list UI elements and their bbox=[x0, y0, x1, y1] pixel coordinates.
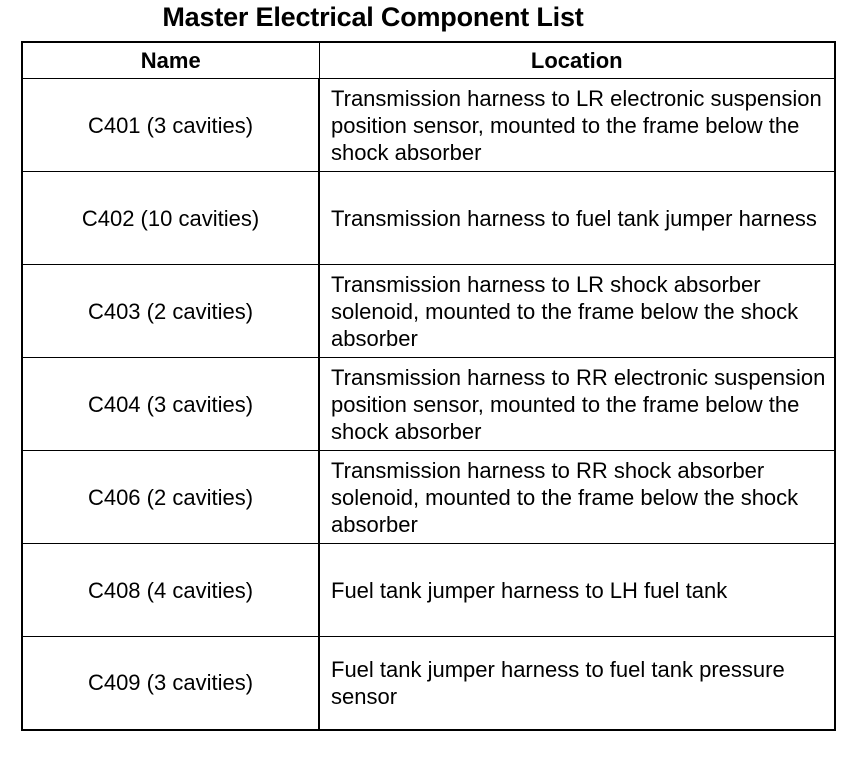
table-row bbox=[22, 544, 835, 637]
table-row bbox=[22, 637, 835, 730]
component-name-cell: C408 (4 cavities) bbox=[22, 544, 319, 637]
table-row bbox=[22, 358, 835, 451]
component-location-cell: Transmission harness to RR electronic suspension position sensor, mounted to the frame below the shock absorber bbox=[319, 358, 835, 451]
component-name-cell: C401 (3 cavities) bbox=[22, 79, 319, 172]
page-title: Master Electrical Component List bbox=[162, 2, 584, 32]
column-header-name: Name bbox=[22, 42, 319, 79]
table-row bbox=[22, 79, 835, 172]
component-location-cell: Transmission harness to RR shock absorber solenoid, mounted to the frame below the shock absorber bbox=[319, 451, 835, 544]
component-location-cell: Fuel tank jumper harness to fuel tank pressure sensor bbox=[319, 637, 835, 730]
table-header-row bbox=[22, 42, 835, 79]
component-location-cell: Transmission harness to LR shock absorber solenoid, mounted to the frame below the shock absorber bbox=[319, 265, 835, 358]
table-row bbox=[22, 172, 835, 265]
component-location-cell: Fuel tank jumper harness to LH fuel tank bbox=[319, 544, 835, 637]
component-name-cell: C409 (3 cavities) bbox=[22, 637, 319, 730]
component-name-cell: C402 (10 cavities) bbox=[22, 172, 319, 265]
component-name-cell: C403 (2 cavities) bbox=[22, 265, 319, 358]
component-name-cell: C404 (3 cavities) bbox=[22, 358, 319, 451]
component-table bbox=[21, 41, 836, 731]
component-location-cell: Transmission harness to LR electronic suspension position sensor, mounted to the frame below the shock absorber bbox=[319, 79, 835, 172]
table-row bbox=[22, 265, 835, 358]
component-name-cell: C406 (2 cavities) bbox=[22, 451, 319, 544]
table-row bbox=[22, 451, 835, 544]
component-location-cell: Transmission harness to fuel tank jumper harness bbox=[319, 172, 835, 265]
column-header-location: Location bbox=[319, 42, 835, 79]
